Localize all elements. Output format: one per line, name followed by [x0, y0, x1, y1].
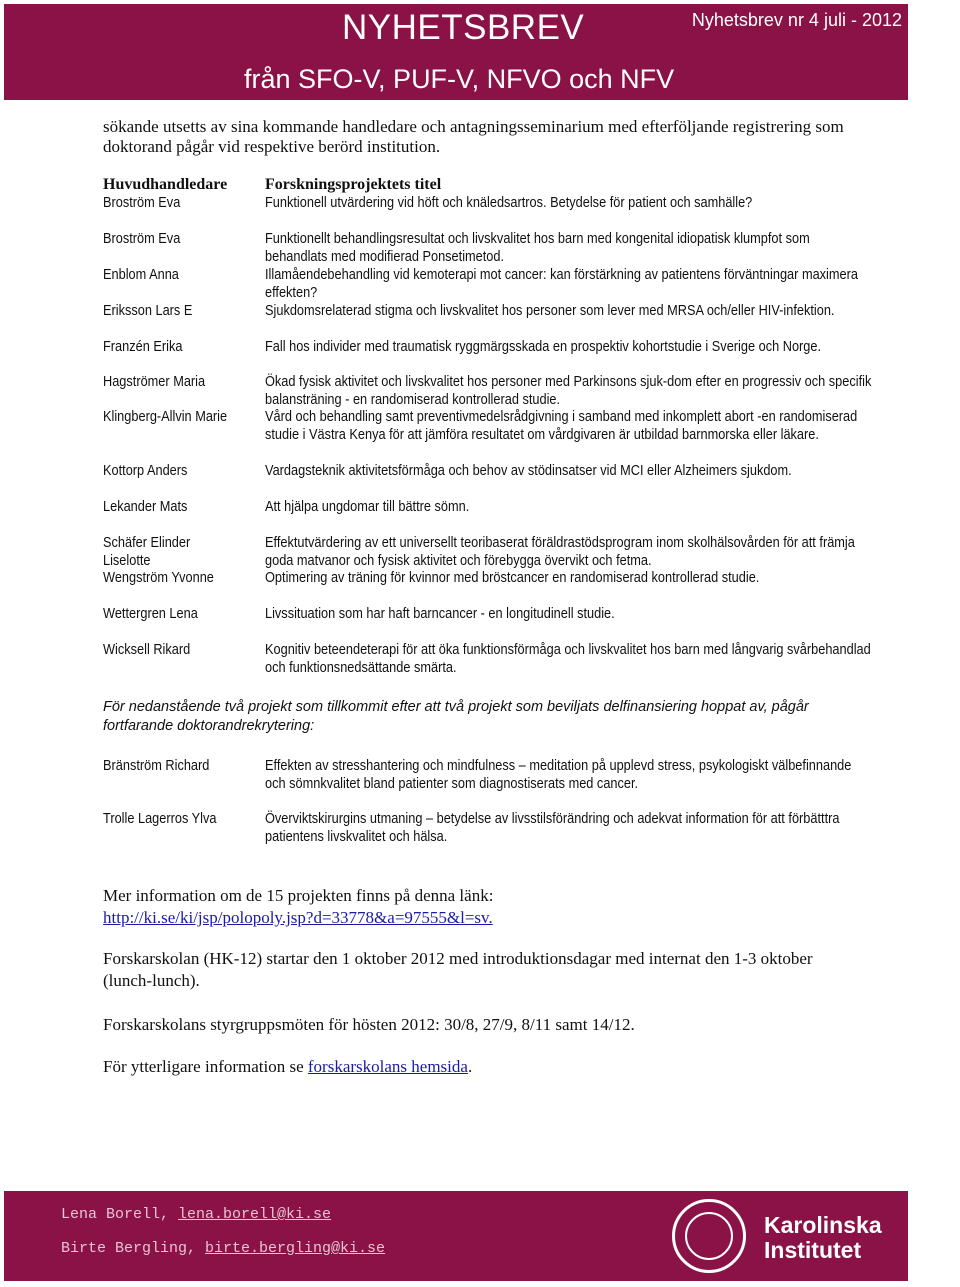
newsletter-subtitle: från SFO-V, PUF-V, NFVO och NFV — [244, 64, 675, 94]
contact-name: Lena Borell, — [61, 1206, 179, 1223]
further-info-suffix: . — [467, 1057, 473, 1076]
table-row-project: Funktionell utvärdering vid höft och knäledsartros. Betydelse för patient och samhälle? — [265, 195, 753, 211]
extra-row-project: Överviktskirurgins utmaning – betydelse av livsstilsförändring och adekvat information för att förbätttra patientens livskvalitet och hälsa. — [265, 811, 840, 845]
recruitment-note: För nedanstående två projekt som tillkommit efter att två projekt som beviljats delfinansiering hoppat av, pågår fortfarande doktorandrekrytering: — [103, 699, 809, 734]
meetings-paragraph: Forskarskolans styrgruppsmöten för hösten 2012: 30/8, 27/9, 8/11 samt 14/12. — [103, 1015, 635, 1034]
table-row-project: Fall hos individer med traumatisk ryggmärgsskada en prospektiv kohortstudie i Sverige och Norge. — [265, 339, 822, 355]
more-info-paragraph — [103, 885, 843, 929]
intro-paragraph: sökande utsetts av sina kommande handledare och antagningsseminarium med efterföljande registrering som doktorand pågår vid respektive berörd institution. — [103, 117, 844, 156]
extra-row-name: Bränström Richard — [103, 758, 210, 774]
table-row-project: Kognitiv beteendeterapi för att öka funktionsförmåga och livskvalitet hos barn med långvarig svårbehandlad och funktionsnedsättande smärta. — [265, 642, 871, 676]
seal-inner-ring — [685, 1212, 733, 1260]
table-row-name: Wettergren Lena — [103, 606, 198, 622]
table-row-name: Broström Eva — [103, 195, 181, 211]
table-row-project: Illamåendebehandling vid kemoterapi mot cancer: kan förstärkning av patientens förväntningar maximera effekten? — [265, 267, 858, 301]
table-row-name: Lekander Mats — [103, 499, 188, 515]
homepage-link[interactable]: forskarskolans hemsida — [307, 1057, 468, 1076]
table-row-name: Franzén Erika — [103, 339, 183, 355]
ki-seal-icon — [672, 1199, 746, 1273]
table-row-name: Schäfer Elinder Liselotte — [103, 535, 191, 569]
contact-email-link[interactable]: birte.bergling@ki.se — [205, 1240, 386, 1257]
newsletter-header — [4, 4, 908, 100]
table-row-name: Klingberg-Allvin Marie — [103, 409, 228, 425]
table-row-project: Funktionellt behandlingsresultat och livskvalitet hos barn med kongenital idiopatisk klumpfot som behandlats med modifierad Ponsetimetod. — [265, 231, 810, 265]
forskarskolan-paragraph: Forskarskolan (HK-12) startar den 1 oktober 2012 med introduktionsdagar med internat den 1-3 oktober (lunch-lunch). — [103, 949, 813, 990]
column-header-project: Forskningsprojektets titel — [265, 176, 442, 193]
table-row-name: Wicksell Rikard — [103, 642, 191, 658]
table-row-name: Wengström Yvonne — [103, 570, 214, 586]
ki-logo-text — [764, 1213, 882, 1263]
extra-row-project: Effekten av stresshantering och mindfulness – meditation på upplevd stress, psykologiskt välbefinnande och sömnkvalitet bland patienter som diagnostiserats med cancer. — [265, 758, 852, 792]
table-row-project: Att hjälpa ungdomar till bättre sömn. — [265, 499, 470, 515]
footer-contact-2 — [61, 1240, 385, 1257]
table-row-project: Effektutvärdering av ett universellt teoribaserat föräldrastödsprogram inom skolhälsovården för att främja goda matvanor och fysisk aktivitet och förebygga övervikt och fetma. — [265, 535, 855, 569]
further-info-prefix: För ytterligare information se — [103, 1057, 308, 1076]
contact-name: Birte Bergling, — [61, 1240, 206, 1257]
extra-row-name: Trolle Lagerros Ylva — [103, 811, 217, 827]
table-row-name: Hagströmer Maria — [103, 374, 206, 390]
table-row-name: Kottorp Anders — [103, 463, 188, 479]
footer-bar — [4, 1191, 908, 1281]
table-row-name: Broström Eva — [103, 231, 181, 247]
newsletter-title: NYHETSBREV — [342, 8, 585, 47]
footer-contact-1 — [61, 1206, 331, 1223]
projects-link[interactable]: http://ki.se/ki/jsp/polopoly.jsp?d=33778&a=97555&l=sv. — [103, 908, 493, 927]
table-row-name: Eriksson Lars E — [103, 303, 193, 319]
contact-email-link[interactable]: lena.borell@ki.se — [178, 1206, 332, 1223]
table-row-project: Ökad fysisk aktivitet och livskvalitet hos personer med Parkinsons sjuk-dom efter en progressiv och specifik balansträning - en randomiserad kontrollerad studie. — [265, 374, 872, 408]
table-row-project: Sjukdomsrelaterad stigma och livskvalitet hos personer som lever med MRSA och/eller HIV-infektion. — [265, 303, 835, 319]
table-row-name: Enblom Anna — [103, 267, 179, 283]
table-row-project: Livssituation som har haft barncancer - en longitudinell studie. — [265, 606, 615, 622]
more-info-text: Mer information om de 15 projekten finns på denna länk: — [103, 886, 494, 905]
issue-label: Nyhetsbrev nr 4 juli - 2012 — [691, 10, 902, 30]
table-row-project: Vardagsteknik aktivitetsförmåga och behov av stödinsatser vid MCI eller Alzheimers sjukdom. — [265, 463, 792, 479]
column-header-supervisor: Huvudhandledare — [103, 176, 228, 193]
logo-line-2: Institutet — [764, 1237, 862, 1263]
table-row-project: Optimering av träning för kvinnor med bröstcancer en randomiserad kontrollerad studie. — [265, 570, 760, 586]
further-info-paragraph — [103, 1056, 843, 1078]
logo-line-1: Karolinska — [764, 1212, 882, 1238]
table-row-project: Vård och behandling samt preventivmedelsrådgivning i samband med inkomplett abort -en randomiserad studie i Västra Kenya för att jämföra resultatet om vårdgivaren är utbildad barnmorska eller läkare. — [265, 409, 858, 443]
